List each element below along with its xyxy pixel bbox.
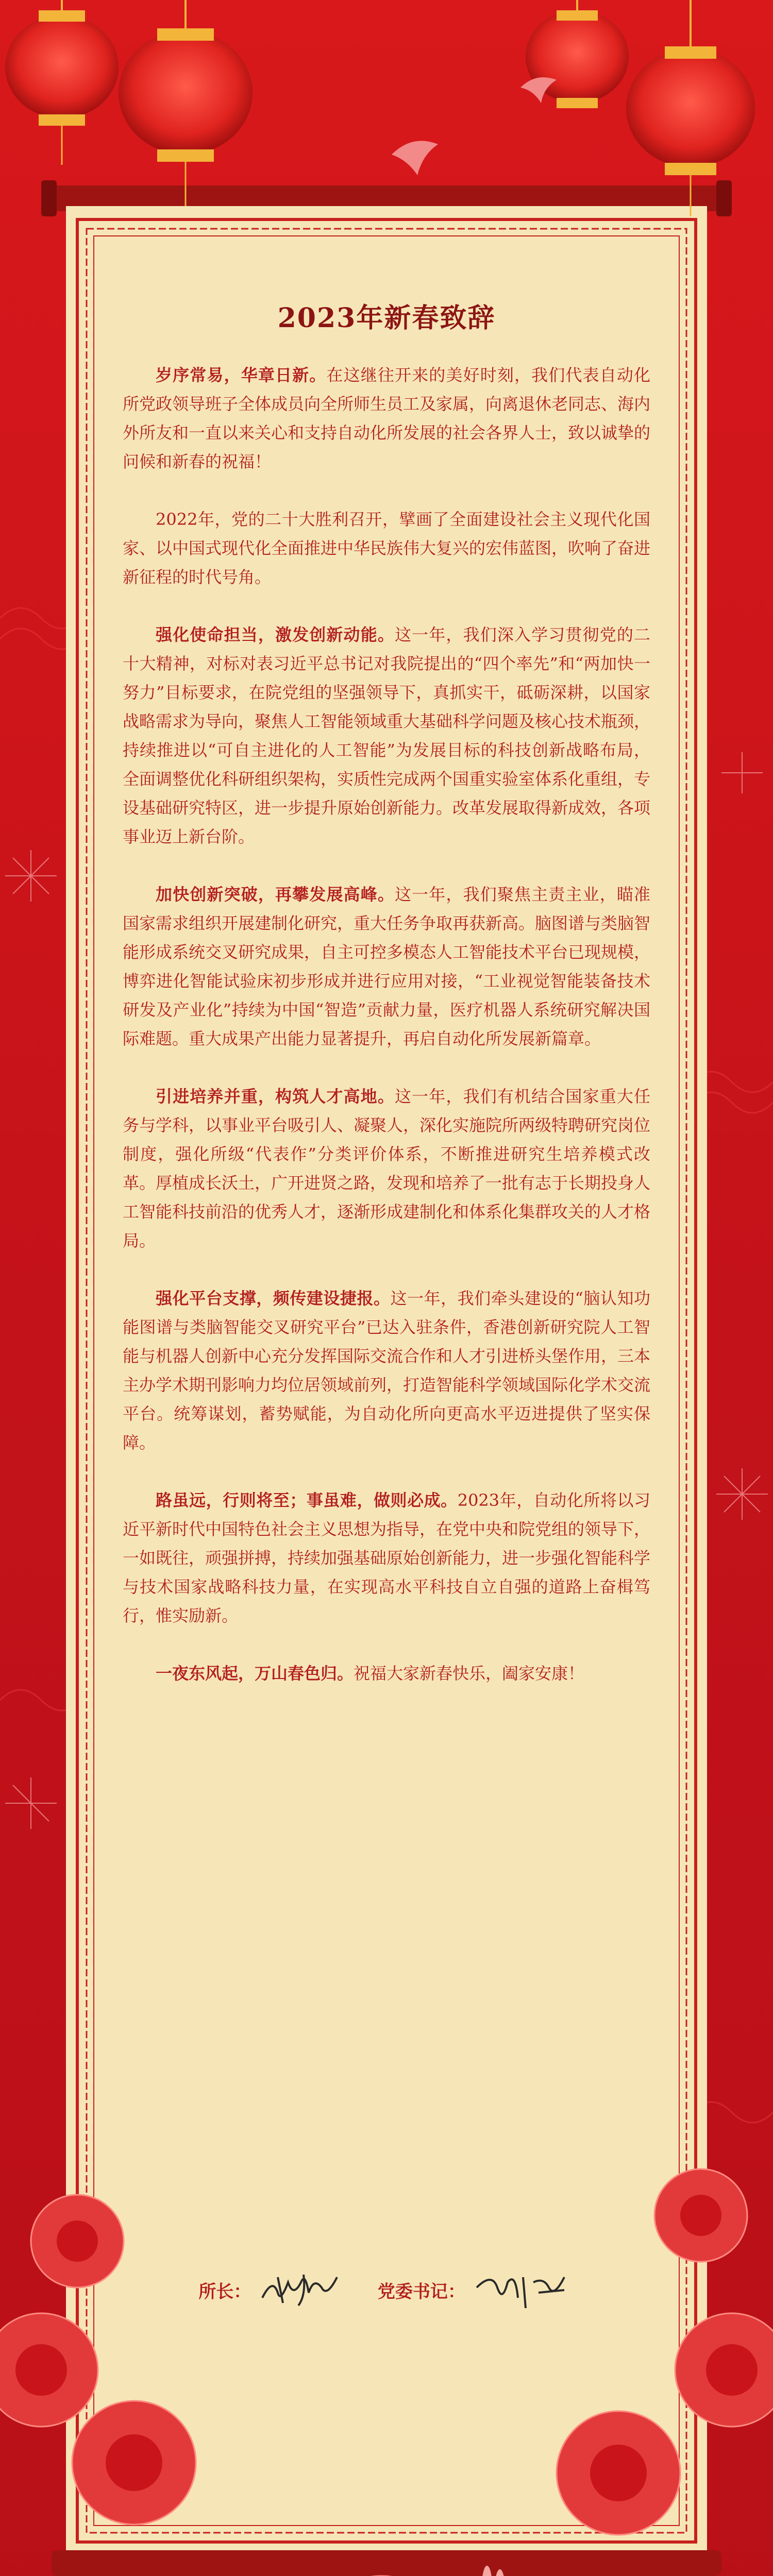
page-title: 2023年新春致辞 (277, 302, 496, 334)
paragraph: 一夜东风起，万山春色归。祝福大家新春快乐，阖家安康！ (156, 1664, 585, 1683)
paragraph: 2022年，党的二十大胜利召开，擘画了全面建设社会主义现代化国家、以中国式现代化全面推进中华民族伟大复兴的宏伟蓝图，吹响了奋进新征程的时代号角。 (123, 510, 651, 587)
paragraph: 强化平台支撑，频传建设捷报。这一年，我们牵头建设的“脑认知功能图谱与类脑智能交叉研究平台”已达入驻条件，香港创新研究院人工智能与机器人创新中心充分发挥国际交流合作和人才引进桥头堡作用，三本主办学术期刊影响力均位居领域前列，打造智能科学领域国际化学术交流平台。统筹谋划，蓄势赋能，为自动化所向更高水平迈进提供了坚实保障。 (123, 1289, 651, 1452)
paragraph: 路虽远，行则将至；事虽难，做则必成。2023年，自动化所将以习近平新时代中国特色社会主义思想为指导，在党中央和院党组的领导下，一如既往，顽强拼搏，持续加强基础原始创新能力，进一步强化智能科学与技术国家战略科技力量，在实现高水平科技自立自强的道路上奋楫笃行，惟实励新。 (123, 1490, 651, 1625)
secretary-signature (472, 2267, 575, 2313)
director-signature (257, 2267, 345, 2313)
paragraph: 加快创新突破，再攀发展高峰。这一年，我们聚焦主责主业，瞄准国家需求组织开展建制化研究，重大任务争取再获新高。脑图谱与类脑智能形成系统交叉研究成果，自主可控多模态人工智能技术平台已现规模，博弈进化智能试验床初步形成并进行应用对接，“工业视觉智能装备技术研发及产业化”持续为中国“智造”贡献力量，医疗机器人系统研究解决国际难题。重大成果产出能力显著提升，再启自动化所发展新篇章。 (123, 885, 651, 1048)
paragraph: 强化使命担当，激发创新动能。这一年，我们深入学习贯彻党的二十大精神，对标对表习近平总书记对我院提出的“四个率先”和“两加快一努力”目标要求，在院党组的坚强领导下，真抓实干，砥砺深耕，以国家战略需求为导向，聚焦人工智能领域重大基础科学问题及核心技术瓶颈，持续推进以“可自主进化的人工智能”为发展目标的科技创新战略布局，全面调整优化科研组织架构，实质性完成两个国重实验室体系化重组，专设基础研究特区，进一步提升原始创新能力。改革发展取得新成效，各项事业迈上新台阶。 (123, 625, 651, 846)
paragraph: 引进培养并重，构筑人才高地。这一年，我们有机结合国家重大任务与学科，以事业平台吸引人、凝聚人，深化实施院所两级特聘研究岗位制度，强化所级“代表作”分类评价体系，不断推进研究生培养模式改革。厚植成长沃土，广开进贤之路，发现和培养了一批有志于长期投身人工智能科技前沿的优秀人才，逐渐形成建制化和体系化集群攻关的人才格局。 (123, 1087, 651, 1250)
paragraph: 岁序常易，华章日新。在这继往开来的美好时刻，我们代表自动化所党政领导班子全体成员向全所师生员工及家属，向离退休老同志、海内外所友和一直以来关心和支持自动化所发展的社会各界人士，致以诚挚的问候和新春的祝福！ (123, 365, 651, 471)
scroll-bottom-roller (52, 2550, 721, 2576)
signature-row (0, 2267, 773, 2313)
letter-body (123, 361, 650, 1717)
secretary-label: 党委书记： (377, 2281, 465, 2302)
director-label: 所长： (198, 2281, 251, 2302)
